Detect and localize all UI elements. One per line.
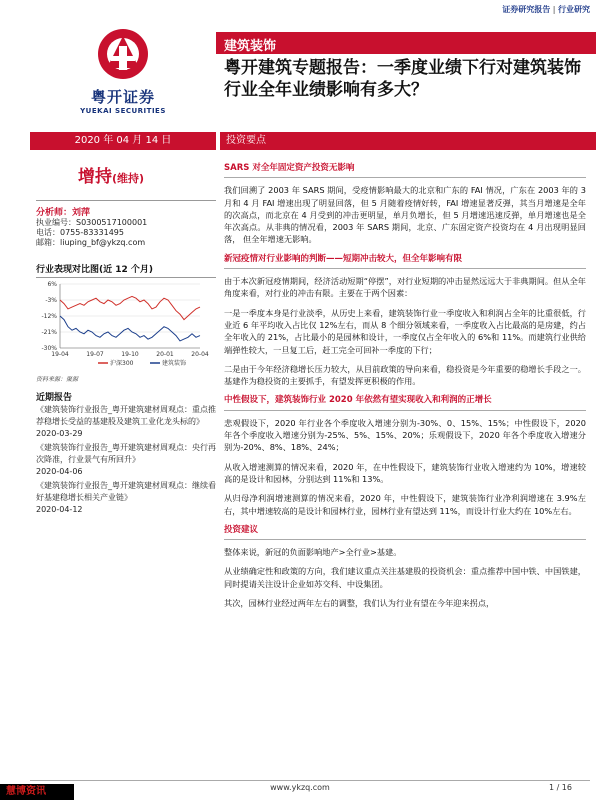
recent-reports-title: 近期报告 [36,393,73,403]
analyst-phone: 电话：0755-83331495 [36,228,124,237]
report-brand: 证券研究报告 [502,5,551,14]
y-tick-label: 6% [47,281,57,288]
paragraph: 由于本次新冠疫情期间，经济活动短期“停摆”，对行业短期的冲击显然远远大于非典期间。但从全年角度来看，对行业的冲击有限。主要在于两个因素： [224,276,586,299]
report-title: 粤开建筑专题报告：一季度业绩下行对建筑装饰行业全年业绩影响有多大？ [224,58,581,100]
recent-report-item[interactable]: 《建筑装饰行业报告_粤开建筑建材周观点：重点推荐稳增长受益的基建股及建筑工业化龙头标的》 2020-03-29 [36,405,216,438]
paragraph: 二是由于今年经济稳增长压力较大，从目前政策的导向来看，稳投资是今年重要的稳增长手段之一。基建作为稳投资的主要抓手，有望发挥更积极的作用。 [224,363,586,387]
legend-label: 沪深300 [110,360,134,367]
y-tick-label: -12% [41,313,57,320]
y-tick-label: -30% [41,345,57,352]
logo-name-cn: 粤开证券 [90,88,155,106]
y-tick-label: -21% [41,329,57,336]
section-heading: 新冠疫情对行业影响的判断——短期冲击较大，但全年影响有限 [224,253,586,269]
sector-bar: 建筑装饰 [216,32,596,54]
paragraph: 从归母净利润增速测算的情况来看，2020 年，中性假设下，建筑装饰行业净利润增速在 3.9%左右，其中增速较高的是设计和园林行业，园林行业有望达到 11%，而设计行业大约在 10%左右。 [224,493,586,516]
chart-source: 资料来源：聚源 [36,376,79,383]
analyst-info [36,208,147,248]
x-tick-label: 19-10 [121,351,139,358]
report-type: 行业研究 [558,5,590,14]
footer-divider [30,780,590,781]
performance-chart [36,278,209,372]
rating-sub: (维持) [112,172,145,185]
paragraph: 其次，园林行业经过两年左右的调整，我们认为行业有望在今年迎来拐点， [224,598,495,609]
paragraph: 从收入增速测算的情况来看，2020 年，在中性假设下，建筑装饰行业收入增速约为 10%，增速较高的是设计和园林，分别达到 11%和 13%。 [224,461,586,484]
recent-reports-list [36,404,216,518]
paragraph: 一是一季度本身是行业淡季，从历史上来看，建筑装饰行业一季度收入和利润占全年的比重很低，行业近 6 年平均收入占比仅 12%左右，而从 8 个细分领域来看，一季度收入占比最高的是房建，约占全年收入的 21%，占比最小的是园林和设计，一季度仅占全年收入的 6%和 11%。而建筑行业供给端弹性较大，一旦复工后，赶工完全可回补一季度的下行； [224,307,586,355]
analyst-email[interactable]: 邮箱：liuping_bf@ykzq.com [36,238,146,247]
company-logo [78,28,168,115]
paragraph: 我们回溯了 2003 年 SARS 期间，受疫情影响最大的北京和广东的 FAI 情况，广东在 2003 年的 3 月和 4 月 FAI 增速出现了明显回落，但 5 月随着疫情好转，FAI 增速显著反弹，其当月增速是全年的次高点，而北京在 4 月受到的冲击更明显，单月负增长，但 5 月增速迅速反弹，单月增速也是全年次高点。从非典的情况看，2003 年 SARS 期间，北京、广东固定资产投资均在 4 月出现明显回落， 但全年增速无影响。 [224,185,586,245]
report-type-tag: 证券研究报告 | 行业研究 [502,5,590,14]
logo-name-en: YUEKAI SECURITIES [80,107,166,115]
paragraph: 整体来说，新冠的负面影响地产>全行业>基建。 [224,547,402,558]
watermark: 慧博资讯 [0,784,74,800]
legend-label: 建筑装饰 [162,360,187,367]
main-content [224,160,586,616]
yuekai-logo-icon [97,28,149,80]
section-heading: 中性假设下，建筑装饰行业 2020 年依然有望实现收入和利润的正增长 [224,394,586,410]
recent-report-item[interactable]: 《建筑装饰行业报告_粤开建筑建材周观点：继续看好基建稳增长相关产业链》 2020-04-12 [36,481,216,514]
abstract-label: 投资要点 [220,132,596,150]
x-tick-label: 20-04 [191,351,209,358]
left-divider [36,200,216,201]
recent-report-item[interactable]: 《建筑装饰行业报告_粤开建筑建材周观点：央行再次降准，行业景气有所回升》 2020-04-06 [36,443,216,476]
rating [78,162,144,187]
y-tick-label: -3% [45,297,57,304]
paragraph: 从业绩确定性和政策的方向，我们建议重点关注基建股的投资机会：重点推荐中国中铁、中国铁建，同时提请关注设计企业如苏交科、中设集团。 [224,566,586,589]
paragraph: 悲观假设下，2020 年行业各个季度收入增速分别为-30%、0、15%、15%；中性假设下，2020 年各个季度收入增速分别为-25%、5%、15%、20%；乐观假设下，2020 年各个季度收入增速分别为-20%、8%、18%、24%； [224,417,586,453]
section-heading: 投资建议 [224,524,586,540]
analyst-license: 执业编号：S0300517100001 [36,218,148,227]
page-number: 1 / 16 [548,783,572,792]
section-heading: SARS 对全年固定资产投资无影响 [224,162,586,178]
rating-main: 增持 [78,167,112,187]
x-tick-label: 19-07 [86,351,104,358]
chart-title: 行业表现对比图(近 12 个月) [36,262,216,278]
analyst-name: 分析师：刘萍 [36,208,91,218]
x-tick-label: 20-01 [156,351,174,358]
x-tick-label: 19-04 [51,351,69,358]
report-date: 2020 年 04 月 14 日 [30,132,216,150]
series-line [60,316,200,341]
footer-url[interactable]: www.ykzq.com [270,783,330,792]
